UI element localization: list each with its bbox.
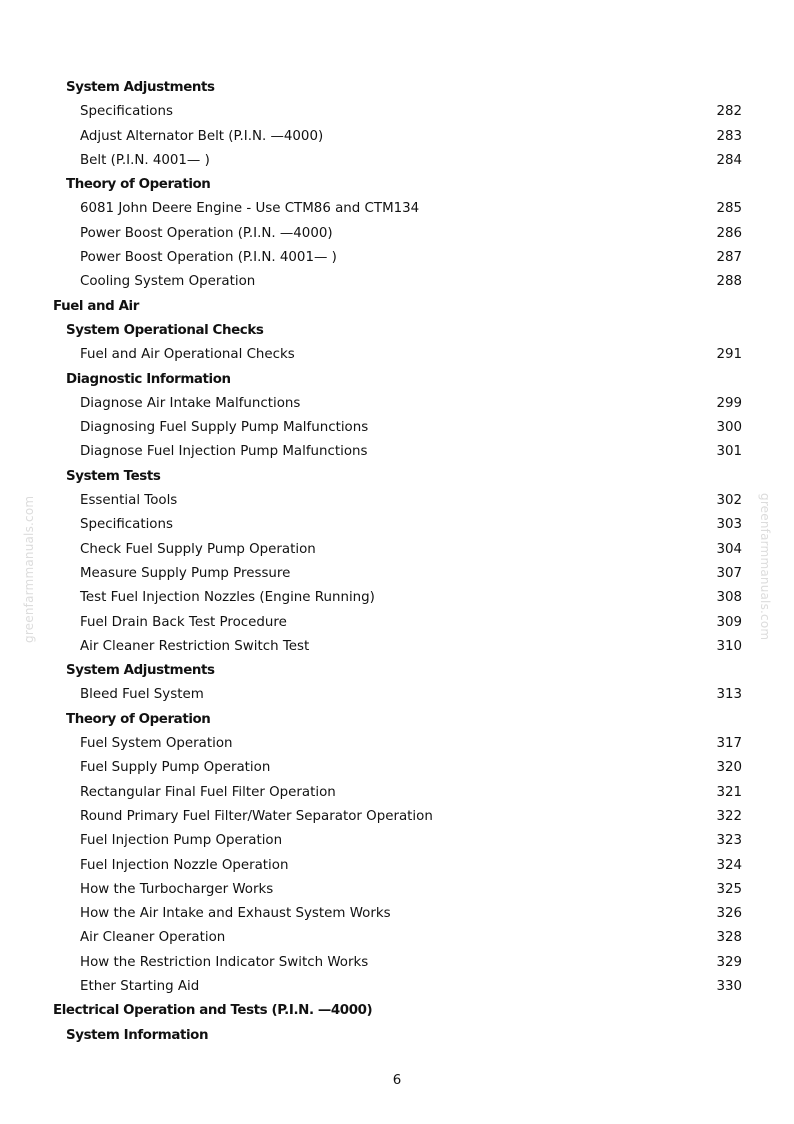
toc-entry-title: Air Cleaner Restriction Switch Test <box>80 638 310 654</box>
toc-entry-title: Fuel Injection Pump Operation <box>80 833 283 849</box>
toc-entry-title: Belt (P.I.N. 4001— ) <box>80 152 210 168</box>
toc-entry[interactable] <box>0 683 794 707</box>
toc-entry-title: Rectangular Final Fuel Filter Operation <box>80 784 336 800</box>
toc-entry[interactable] <box>0 343 794 367</box>
toc-entry[interactable] <box>0 611 794 635</box>
toc-entry-title: System Tests <box>66 468 161 484</box>
toc-entry-page-number: 326 <box>716 906 742 922</box>
toc-entry-page-number: 317 <box>716 736 742 752</box>
toc-entry-page-number: 328 <box>716 930 742 946</box>
toc-entry[interactable] <box>0 562 794 586</box>
toc-entry-page-number: 323 <box>716 833 742 849</box>
toc-entry-page-number: 299 <box>716 395 742 411</box>
toc-entry-title: Diagnosing Fuel Supply Pump Malfunctions <box>80 420 369 436</box>
toc-entry-page-number: 288 <box>716 274 742 290</box>
toc-entry-title: How the Air Intake and Exhaust System Works <box>80 906 391 922</box>
toc-entry-title: Round Primary Fuel Filter/Water Separator Operation <box>80 808 433 824</box>
toc-entry[interactable] <box>0 538 794 562</box>
toc-entry-title: Theory of Operation <box>66 177 211 193</box>
toc-entry-page-number: 308 <box>716 590 742 606</box>
toc-entry-title: Electrical Operation and Tests (P.I.N. —4000) <box>53 1003 373 1019</box>
toc-entry-title: Fuel Drain Back Test Procedure <box>80 614 287 630</box>
toc-entry-title: Measure Supply Pump Pressure <box>80 565 291 581</box>
toc-entry-title: 6081 John Deere Engine - Use CTM86 and CTM134 <box>80 201 420 217</box>
toc-entry-page-number: 330 <box>716 978 742 994</box>
toc-entry-page-number: 291 <box>716 347 742 363</box>
toc-entry-title: Fuel Injection Nozzle Operation <box>80 857 289 873</box>
toc-entry-title: How the Turbocharger Works <box>80 881 274 897</box>
toc-subsection-heading[interactable] <box>0 173 794 197</box>
toc-subsection-heading[interactable] <box>0 368 794 392</box>
toc-entry-title: Theory of Operation <box>66 711 211 727</box>
toc-entry-title: Test Fuel Injection Nozzles (Engine Running) <box>80 590 375 606</box>
toc-entry-page-number: 325 <box>716 881 742 897</box>
toc-section-heading[interactable] <box>0 295 794 319</box>
toc-entry-title: Diagnostic Information <box>66 371 231 387</box>
toc-entry-title: System Operational Checks <box>66 322 264 338</box>
toc-entry-page-number: 309 <box>716 614 742 630</box>
toc-entry[interactable] <box>0 489 794 513</box>
toc-entry-page-number: 301 <box>716 444 742 460</box>
toc-entry[interactable] <box>0 878 794 902</box>
toc-entry-title: Diagnose Fuel Injection Pump Malfunctions <box>80 444 368 460</box>
toc-entry[interactable] <box>0 635 794 659</box>
toc-entry-title: Adjust Alternator Belt (P.I.N. —4000) <box>80 128 324 144</box>
toc-entry-page-number: 307 <box>716 565 742 581</box>
toc-entry[interactable] <box>0 149 794 173</box>
toc-entry-page-number: 313 <box>716 687 742 703</box>
page-number: 6 <box>392 1073 402 1088</box>
toc-entry-page-number: 283 <box>716 128 742 144</box>
toc-entry-page-number: 304 <box>716 541 742 557</box>
toc-entry-title: Fuel and Air <box>53 298 139 314</box>
toc-entry-page-number: 324 <box>716 857 742 873</box>
toc-entry-title: Air Cleaner Operation <box>80 930 226 946</box>
toc-subsection-heading[interactable] <box>0 708 794 732</box>
toc-entry[interactable] <box>0 756 794 780</box>
toc-entry[interactable] <box>0 416 794 440</box>
toc-entry-page-number: 286 <box>716 225 742 241</box>
toc-entry[interactable] <box>0 902 794 926</box>
toc-subsection-heading[interactable] <box>0 76 794 100</box>
toc-entry[interactable] <box>0 513 794 537</box>
toc-entry-title: System Adjustments <box>66 80 215 95</box>
toc-entry-title: System Information <box>66 1027 209 1043</box>
toc-entry-title: Fuel System Operation <box>80 736 233 752</box>
toc-entry[interactable] <box>0 246 794 270</box>
toc-entry-title: How the Restriction Indicator Switch Works <box>80 954 369 970</box>
toc-entry-page-number: 303 <box>716 517 742 533</box>
toc-entry-page-number: 285 <box>716 201 742 217</box>
toc-entry[interactable] <box>0 100 794 124</box>
toc-entry-page-number: 284 <box>716 152 742 168</box>
toc-section-heading[interactable] <box>0 999 794 1023</box>
toc-entry[interactable] <box>0 829 794 853</box>
toc-entry[interactable] <box>0 392 794 416</box>
toc-entry[interactable] <box>0 854 794 878</box>
toc-entry-title: Power Boost Operation (P.I.N. 4001— ) <box>80 250 337 266</box>
toc-entry-title: Check Fuel Supply Pump Operation <box>80 541 316 557</box>
toc-entry-page-number: 282 <box>716 104 742 120</box>
toc-subsection-heading[interactable] <box>0 659 794 683</box>
toc-entry-page-number: 287 <box>716 250 742 266</box>
watermark-right: greenfarmmanuals.com <box>758 493 772 641</box>
toc-entry[interactable] <box>0 197 794 221</box>
toc-entry[interactable] <box>0 125 794 149</box>
toc-entry-page-number: 320 <box>716 760 742 776</box>
toc-entry-title: Ether Starting Aid <box>80 978 200 994</box>
toc-entry[interactable] <box>0 222 794 246</box>
toc-entry[interactable] <box>0 805 794 829</box>
watermark-left: greenfarmmanuals.com <box>22 495 36 643</box>
toc-entry-page-number: 321 <box>716 784 742 800</box>
toc-subsection-heading[interactable] <box>0 1024 794 1048</box>
toc-entry-title: Fuel Supply Pump Operation <box>80 760 271 776</box>
toc-entry[interactable] <box>0 440 794 464</box>
table-of-contents <box>0 76 794 1048</box>
toc-entry-title: Bleed Fuel System <box>80 687 204 703</box>
toc-entry-page-number: 302 <box>716 493 742 509</box>
toc-entry-title: Specifications <box>80 104 173 120</box>
toc-entry-title: Power Boost Operation (P.I.N. —4000) <box>80 225 333 241</box>
toc-entry-title: Specifications <box>80 517 173 533</box>
toc-subsection-heading[interactable] <box>0 319 794 343</box>
toc-entry-title: Fuel and Air Operational Checks <box>80 347 295 363</box>
toc-entry[interactable] <box>0 732 794 756</box>
toc-entry[interactable] <box>0 270 794 294</box>
toc-entry-page-number: 322 <box>716 808 742 824</box>
toc-entry-page-number: 300 <box>716 420 742 436</box>
toc-entry-page-number: 329 <box>716 954 742 970</box>
toc-entry-title: Essential Tools <box>80 493 178 509</box>
toc-entry[interactable] <box>0 586 794 610</box>
toc-entry-page-number: 310 <box>716 638 742 654</box>
toc-entry-title: Cooling System Operation <box>80 274 256 290</box>
toc-entry[interactable] <box>0 781 794 805</box>
toc-entry-title: System Adjustments <box>66 663 215 679</box>
toc-entry[interactable] <box>0 926 794 950</box>
toc-entry[interactable] <box>0 975 794 999</box>
toc-entry-title: Diagnose Air Intake Malfunctions <box>80 395 301 411</box>
toc-entry[interactable] <box>0 951 794 975</box>
toc-subsection-heading[interactable] <box>0 465 794 489</box>
